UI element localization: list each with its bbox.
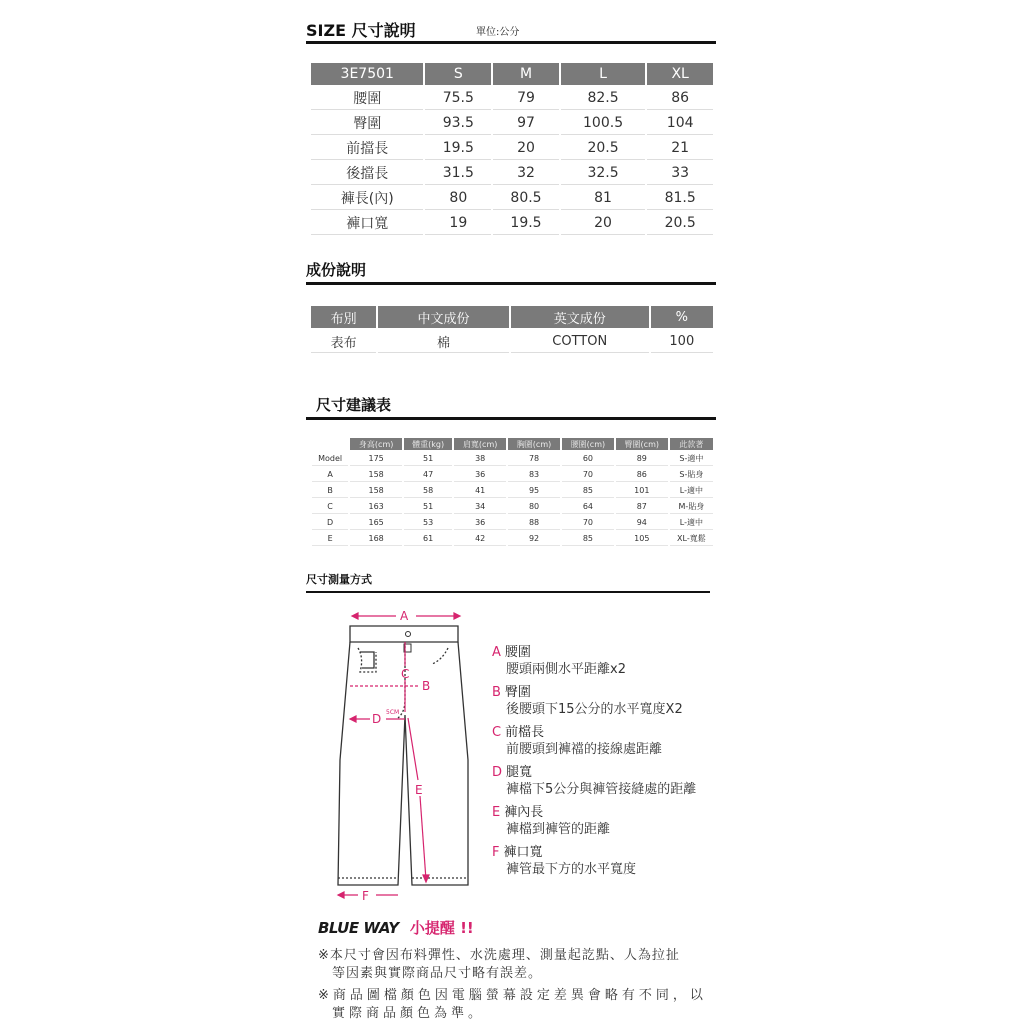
legend-description: 腰頭兩側水平距離x2 xyxy=(506,662,626,677)
size-table-cell: 104 xyxy=(647,112,713,135)
reminder-note-2-line-2: 實際商品顏色為準。 xyxy=(332,1006,486,1021)
size-table-cell: 20 xyxy=(493,137,559,160)
recommend-table-row xyxy=(312,452,713,466)
size-table-cell: 後擋長 xyxy=(311,162,423,185)
recommend-table-header: 胸圍(cm) xyxy=(508,438,560,450)
size-table-cell: 82.5 xyxy=(561,87,645,110)
legend-description: 褲管最下方的水平寬度 xyxy=(506,862,637,877)
composition-table-row xyxy=(311,330,713,353)
legend-name: 臀圍 xyxy=(504,685,531,700)
recommend-section-divider xyxy=(306,417,716,420)
recommend-table-cell: 70 xyxy=(562,468,614,482)
size-table-row xyxy=(311,112,713,135)
size-table-cell: 腰圍 xyxy=(311,87,423,110)
size-table-cell: 21 xyxy=(647,137,713,160)
reminder-note-1-line-1: ※本尺寸會因布料彈性、水洗處理、測量起訖點、人為拉扯 xyxy=(318,948,680,963)
size-table-cell: 100.5 xyxy=(561,112,645,135)
recommend-table-cell: 86 xyxy=(616,468,668,482)
diagram-label-a: A xyxy=(400,609,409,623)
size-table-row xyxy=(311,162,713,185)
recommend-table-cell: 88 xyxy=(508,516,560,530)
recommend-table-cell: 85 xyxy=(562,532,614,546)
reminder-marks: !! xyxy=(460,919,474,937)
reminder-title: 小提醒 xyxy=(409,919,455,937)
recommend-table-cell: 80 xyxy=(508,500,560,514)
composition-table-cell: 表布 xyxy=(311,330,376,353)
recommend-table-cell: D xyxy=(312,516,348,530)
diagram-label-f: F xyxy=(362,889,369,903)
diagram-label-b: B xyxy=(422,679,431,693)
recommend-table-cell: 38 xyxy=(454,452,506,466)
size-table-row xyxy=(311,137,713,160)
size-table-row xyxy=(311,87,713,110)
composition-table-cell: 100 xyxy=(651,330,713,353)
recommend-table-cell: 105 xyxy=(616,532,668,546)
composition-table-cell: 棉 xyxy=(378,330,509,353)
recommend-table-cell: 83 xyxy=(508,468,560,482)
size-table-cell: 97 xyxy=(493,112,559,135)
composition-table-cell: COTTON xyxy=(511,330,649,353)
recommend-table-header: 肩寬(cm) xyxy=(454,438,506,450)
recommend-table-cell: 89 xyxy=(616,452,668,466)
legend-letter: F xyxy=(492,845,500,860)
recommend-table-cell: 158 xyxy=(350,468,402,482)
recommend-table-cell: 175 xyxy=(350,452,402,466)
legend-letter: C xyxy=(492,725,502,740)
composition-section-divider xyxy=(306,282,716,285)
composition-table-header: 布別 xyxy=(311,306,376,328)
recommend-table-row xyxy=(312,532,713,546)
recommend-table-row xyxy=(312,500,713,514)
reminder-note-1-line-2: 等因素與實際商品尺寸略有誤差。 xyxy=(332,966,543,981)
size-table-cell: 79 xyxy=(493,87,559,110)
size-table-cell: 81 xyxy=(561,187,645,210)
recommend-table-cell: 60 xyxy=(562,452,614,466)
size-table-cell: 臀圍 xyxy=(311,112,423,135)
recommend-table-cell: S-適中 xyxy=(670,452,713,466)
reminder-heading xyxy=(318,917,474,938)
legend-name: 腿寬 xyxy=(506,765,533,780)
recommend-table-cell: 51 xyxy=(404,452,452,466)
recommend-section-title: 尺寸建議表 xyxy=(316,396,392,414)
brand-logo-text: BLUE WAY xyxy=(318,919,399,937)
composition-table xyxy=(309,304,715,355)
recommend-table-header: 體重(kg) xyxy=(404,438,452,450)
size-table-cell: 20.5 xyxy=(561,137,645,160)
recommend-table-cell: 85 xyxy=(562,484,614,498)
recommend-table-cell: 165 xyxy=(350,516,402,530)
recommend-table-cell: 64 xyxy=(562,500,614,514)
legend-letter: D xyxy=(492,765,503,780)
recommend-table-row xyxy=(312,468,713,482)
size-table-cell: 32 xyxy=(493,162,559,185)
recommend-table-cell: 61 xyxy=(404,532,452,546)
diagram-label-5cm: 5CM xyxy=(386,709,400,716)
recommend-table-header: 身高(cm) xyxy=(350,438,402,450)
recommend-table-row xyxy=(312,484,713,498)
legend-letter: E xyxy=(492,805,501,820)
size-table-cell: 80 xyxy=(425,187,491,210)
reminder-note-2-line-1: ※商品圖檔顏色因電腦螢幕設定差異會略有不同，以 xyxy=(318,988,707,1003)
size-table xyxy=(309,61,715,237)
size-section-title: SIZE 尺寸說明 xyxy=(306,21,416,40)
size-table-cell: 81.5 xyxy=(647,187,713,210)
recommend-table-cell: M-貼身 xyxy=(670,500,713,514)
composition-table-header: 中文成份 xyxy=(378,306,509,328)
legend-description: 褲檔到褲管的距離 xyxy=(506,822,611,837)
legend-description: 前腰頭到褲襠的接線處距離 xyxy=(506,742,663,757)
recommend-table-cell: 41 xyxy=(454,484,506,498)
diagram-label-d: D xyxy=(372,712,382,726)
size-table-header: XL xyxy=(647,63,713,85)
size-table-header: L xyxy=(561,63,645,85)
size-table-cell: 19.5 xyxy=(493,212,559,235)
recommend-table-cell: 92 xyxy=(508,532,560,546)
recommend-table-cell: 94 xyxy=(616,516,668,530)
legend-name: 褲內長 xyxy=(504,805,544,820)
recommend-table-cell: 87 xyxy=(616,500,668,514)
size-table-cell: 前擋長 xyxy=(311,137,423,160)
size-table-cell: 19.5 xyxy=(425,137,491,160)
recommend-table-cell: A xyxy=(312,468,348,482)
recommend-table-header: 腰圍(cm) xyxy=(562,438,614,450)
recommend-table-header: 此款著 xyxy=(670,438,713,450)
recommend-table-header xyxy=(312,438,348,450)
size-table-cell: 31.5 xyxy=(425,162,491,185)
legend-name: 褲口寬 xyxy=(503,845,543,860)
size-table-header: S xyxy=(425,63,491,85)
legend-name: 腰圍 xyxy=(504,645,531,660)
recommend-table-cell: 34 xyxy=(454,500,506,514)
recommend-table-cell: XL-寬鬆 xyxy=(670,532,713,546)
recommend-table-cell: 47 xyxy=(404,468,452,482)
size-table-cell: 19 xyxy=(425,212,491,235)
recommend-table-cell: L-適中 xyxy=(670,484,713,498)
size-section-divider xyxy=(306,41,716,44)
legend-letter: B xyxy=(492,685,501,700)
size-table-cell: 93.5 xyxy=(425,112,491,135)
size-table-cell: 20.5 xyxy=(647,212,713,235)
diagram-label-e: E xyxy=(415,783,423,797)
size-table-header: M xyxy=(493,63,559,85)
recommend-table-header: 臀圍(cm) xyxy=(616,438,668,450)
diagram-label-c: C xyxy=(401,667,410,681)
size-table-row xyxy=(311,212,713,235)
recommend-table-cell: 42 xyxy=(454,532,506,546)
recommend-table-row xyxy=(312,516,713,530)
size-table-header: 3E7501 xyxy=(311,63,423,85)
recommend-table xyxy=(310,436,715,548)
recommend-table-cell: S-貼身 xyxy=(670,468,713,482)
size-table-cell: 褲口寬 xyxy=(311,212,423,235)
recommend-table-cell: 36 xyxy=(454,468,506,482)
recommend-table-cell: 51 xyxy=(404,500,452,514)
recommend-table-cell: L-適中 xyxy=(670,516,713,530)
recommend-table-cell: 158 xyxy=(350,484,402,498)
recommend-table-cell: Model xyxy=(312,452,348,466)
recommend-table-cell: 53 xyxy=(404,516,452,530)
recommend-table-cell: 36 xyxy=(454,516,506,530)
recommend-table-cell: 58 xyxy=(404,484,452,498)
size-table-row xyxy=(311,187,713,210)
legend-name: 前檔長 xyxy=(505,725,545,740)
legend-letter: A xyxy=(492,645,501,660)
recommend-table-cell: C xyxy=(312,500,348,514)
size-table-cell: 32.5 xyxy=(561,162,645,185)
recommend-table-cell: 78 xyxy=(508,452,560,466)
composition-table-header: 英文成份 xyxy=(511,306,649,328)
measure-section-title: 尺寸測量方式 xyxy=(306,573,372,586)
composition-table-header: % xyxy=(651,306,713,328)
legend-description: 後腰頭下15公分的水平寬度X2 xyxy=(506,702,683,717)
recommend-table-cell: 95 xyxy=(508,484,560,498)
size-table-cell: 褲長(內) xyxy=(311,187,423,210)
recommend-table-cell: 70 xyxy=(562,516,614,530)
size-unit-label: 單位:公分 xyxy=(476,27,520,38)
recommend-table-cell: 168 xyxy=(350,532,402,546)
size-table-cell: 20 xyxy=(561,212,645,235)
measure-section-divider xyxy=(306,591,710,593)
legend-description: 褲檔下5公分與褲管接縫處的距離 xyxy=(506,782,697,797)
size-table-cell: 86 xyxy=(647,87,713,110)
pants-diagram xyxy=(330,600,480,910)
recommend-table-cell: 101 xyxy=(616,484,668,498)
size-table-cell: 75.5 xyxy=(425,87,491,110)
composition-section-title: 成份說明 xyxy=(306,261,367,279)
recommend-table-cell: 163 xyxy=(350,500,402,514)
recommend-table-cell: B xyxy=(312,484,348,498)
size-table-cell: 80.5 xyxy=(493,187,559,210)
recommend-table-cell: E xyxy=(312,532,348,546)
size-table-cell: 33 xyxy=(647,162,713,185)
